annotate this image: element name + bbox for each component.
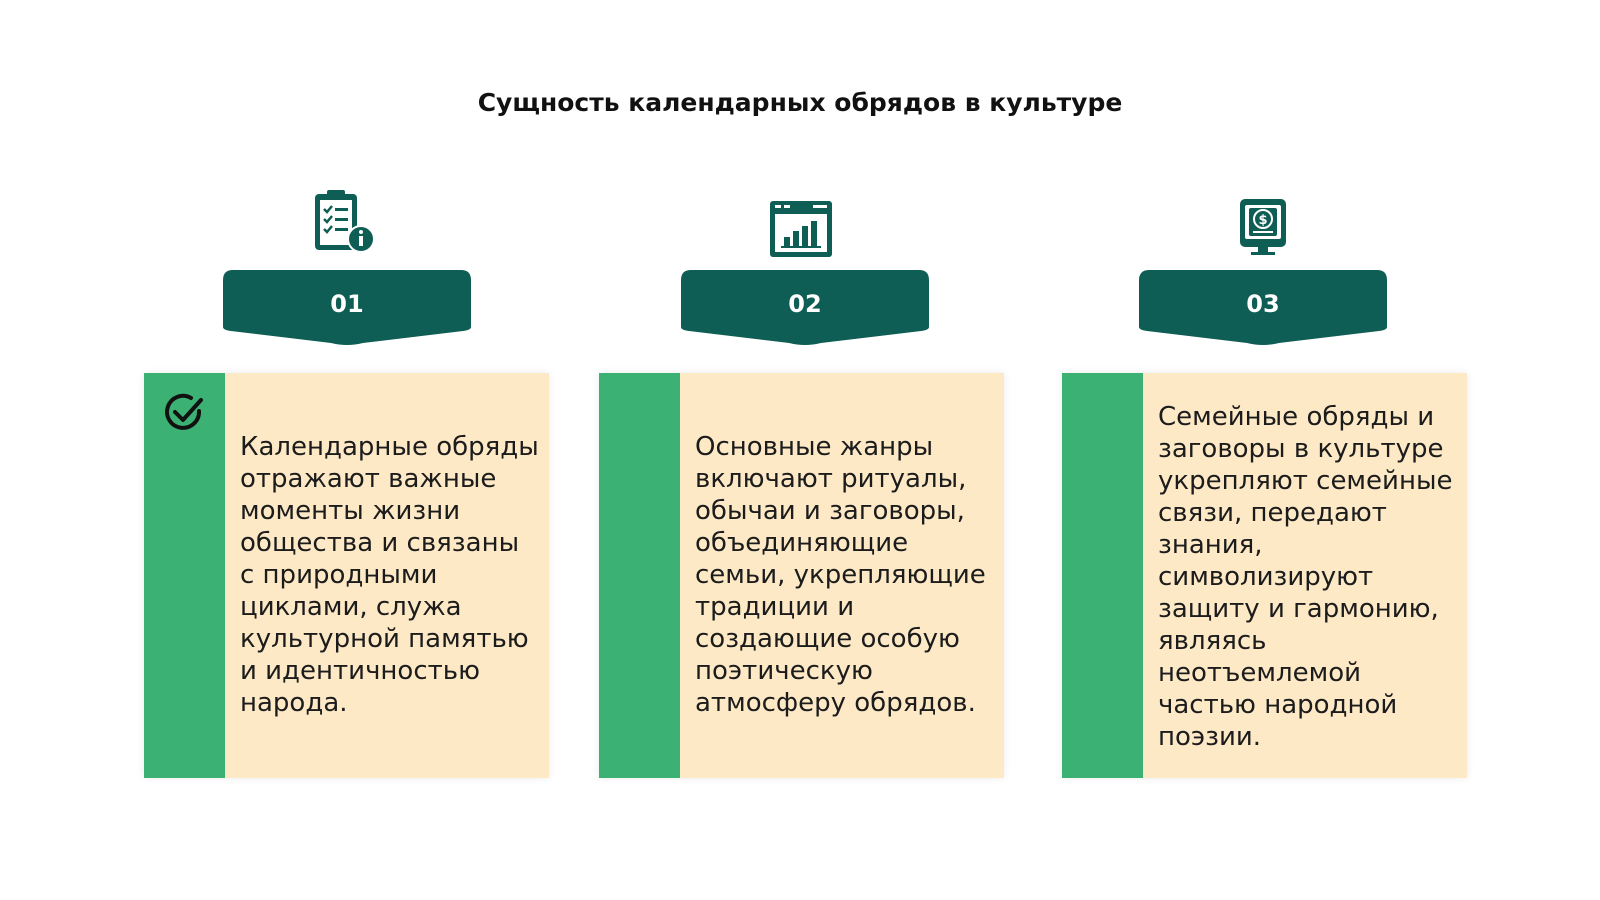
- card-accent-bar: [1062, 373, 1143, 778]
- browser-chart-icon: [769, 200, 833, 258]
- page-title: Сущность календарных обрядов в культуре: [477, 88, 1123, 117]
- card-accent-bar: [599, 373, 680, 778]
- step-number: 01: [330, 290, 364, 318]
- svg-text:$: $: [1258, 213, 1268, 228]
- step-number: 02: [788, 290, 822, 318]
- card-text: Семейные обряды и заговоры в культуре укрепляют семейные связи, передают знания, символизируют защиту и гармонию, являясь неотъемлемой частью народной поэзии.: [1158, 402, 1453, 752]
- card-01: [144, 373, 549, 778]
- card-02: [599, 373, 1004, 778]
- step-tab-02: [681, 270, 929, 348]
- card-text: Основные жанры включают ритуалы, обычаи и заговоры, объединяющие семьи, укрепляющие традиции и создающие особую поэтическую атмосферу обрядов.: [695, 432, 986, 718]
- monitor-dollar-icon: [1237, 197, 1289, 257]
- check-circle-icon: [163, 391, 207, 439]
- card-03: [1062, 373, 1467, 778]
- clipboard-info-icon: [311, 188, 379, 256]
- step-tab-03: [1139, 270, 1387, 348]
- card-text: Календарные обряды отражают важные моменты жизни общества и связаны с природными циклами, служа культурной памятью и идентичностью народа.: [240, 432, 539, 718]
- step-number: 03: [1246, 290, 1280, 318]
- step-tab-01: [223, 270, 471, 348]
